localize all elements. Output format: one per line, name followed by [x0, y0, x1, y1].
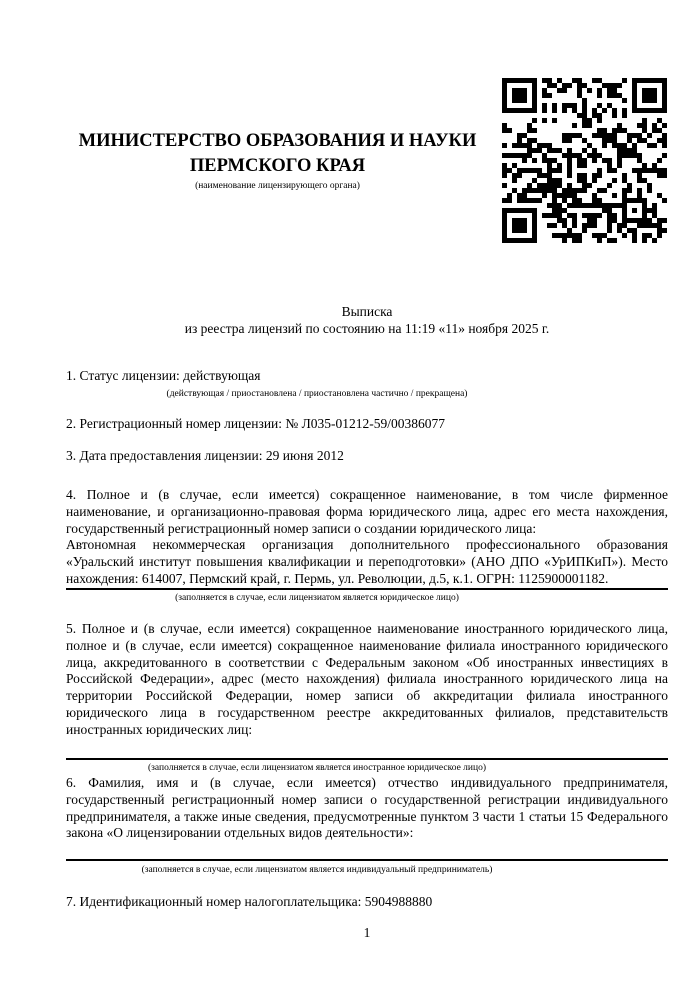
license-status-text: 1. Статус лицензии: действующая	[66, 368, 261, 383]
legal-entity-label: 4. Полное и (в случае, если имеется) сокращенное наименование, в том числе фирменное наименование, и организационно-правовая форма юридического лица, адрес его места нахождения, государственный регистрационный номер записи о создании юридического лица:	[66, 487, 668, 536]
foreign-entity-label: 5. Полное и (в случае, если имеется) сокращенное наименование иностранного юридического лица, полное и (в случае, если имеется) сокращенное наименование филиала иностранного юридического лица, аккредитованного в соответствии с Федеральным законом «Об иностранных инвестициях в Российской Федерации», адрес (место нахождения) филиала иностранного юридического лица на территории Российской Федерации, номер записи об аккредитации филиала иностранного юридического лица в государственном реестре аккредитованных филиалов, представительств иностранных юридических лиц:	[66, 621, 668, 737]
foreign-entity-caption: (заполняется в случае, если лицензиатом является иностранное юридическое лицо)	[148, 762, 486, 773]
section-3-grant-date	[66, 448, 668, 465]
grant-date-text: 3. Дата предоставления лицензии: 29 июня 2012	[66, 448, 344, 463]
individual-entrepreneur-caption: (заполняется в случае, если лицензиатом является индивидуальный предприниматель)	[141, 865, 493, 876]
section-1-license-status	[66, 368, 668, 400]
fill-in-line	[66, 758, 668, 760]
section-4-legal-entity	[66, 487, 668, 604]
fill-in-line	[66, 588, 668, 590]
ministry-name-line1: МИНИСТЕРСТВО ОБРАЗОВАНИЯ И НАУКИ	[78, 131, 477, 151]
section-2-registration-number	[66, 416, 668, 433]
qr-code-icon	[502, 78, 667, 243]
license-status-options-caption: (действующая / приостановлена / приостановлена частично / прекращена)	[166, 388, 468, 399]
registration-number-text: 2. Регистрационный номер лицензии: № Л035-01212-59/00386077	[66, 416, 446, 431]
qr-code-image	[502, 78, 667, 243]
page-number: 1	[363, 925, 371, 940]
ministry-name-line2: ПЕРМСКОГО КРАЯ	[189, 156, 366, 176]
section-7-taxpayer-number	[66, 894, 668, 911]
document-title-line1: Выписка	[341, 304, 393, 319]
legal-entity-caption: (заполняется в случае, если лицензиатом является юридическое лицо)	[175, 592, 459, 603]
legal-entity-value: Автономная некоммерческая организация дополнительного профессионального образования «Уральский институт повышения квалификации и переподготовки» (АНО ДПО «УрИПКиП»). Место нахождения: 614007, Пермский край, г. Пермь, ул. Революции, д.5, к.1. ОГРН: 1125900001182.	[66, 537, 668, 586]
fill-in-line	[66, 859, 668, 861]
individual-entrepreneur-label: 6. Фамилия, имя и (в случае, если имеется) отчество индивидуального предпринимателя, государственный регистрационный номер записи о государственной регистрации индивидуального предпринимателя, а также иные сведения, предусмотренные пунктом 3 части 1 статьи 15 Федерального закона «О лицензировании отдельных видов деятельности»:	[66, 775, 668, 841]
document-title	[66, 304, 668, 338]
taxpayer-number-text: 7. Идентификационный номер налогоплательщика: 5904988880	[66, 894, 433, 909]
section-6-individual-entrepreneur	[66, 775, 668, 876]
ministry-header	[70, 129, 485, 192]
licensing-authority-caption: (наименование лицензирующего органа)	[195, 181, 360, 191]
section-5-foreign-entity	[66, 621, 668, 774]
document-title-line2: из реестра лицензий по состоянию на 11:19 «11» ноября 2025 г.	[184, 320, 550, 336]
